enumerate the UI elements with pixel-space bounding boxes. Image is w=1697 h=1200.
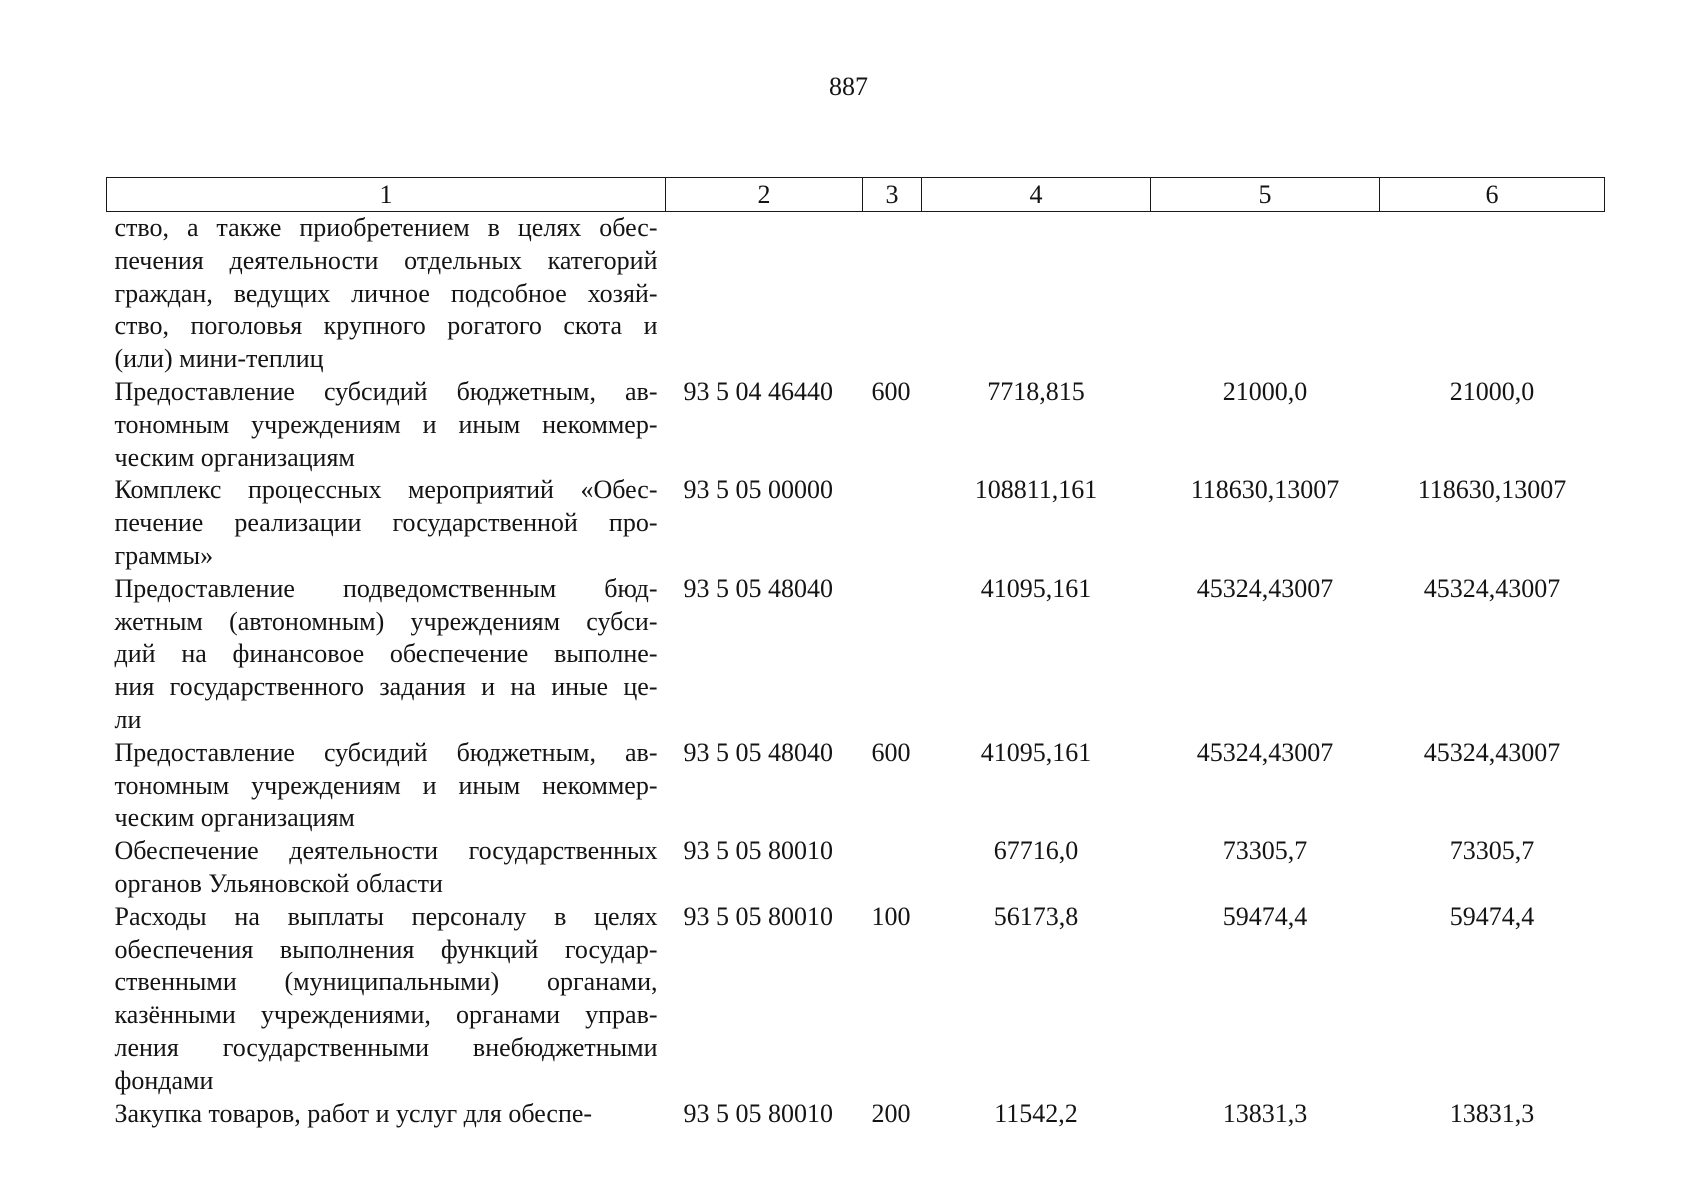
header-row [107, 178, 1605, 212]
row-expense-kind [863, 573, 922, 737]
row-amount-col6 [1380, 212, 1605, 376]
row-amount-col5: 73305,7 [1222, 836, 1308, 866]
row-description [107, 835, 666, 901]
row-amount-col5: 118630,13007 [1190, 475, 1340, 505]
table-row [107, 1098, 1605, 1131]
table-row [107, 901, 1605, 1098]
description-line: (или) мини-теплиц [114, 344, 324, 374]
description-line: дий на финансовое обеспечение выполне- [114, 639, 658, 669]
row-amount-col5: 59474,4 [1222, 901, 1308, 931]
description-line: Предоставление субсидий бюджетным, ав- [114, 737, 658, 767]
row-description [107, 1098, 666, 1131]
description-line: ственными (муниципальными) органами, [114, 967, 658, 997]
description-line: печение реализации государственной про- [114, 508, 658, 538]
row-expense-kind [863, 474, 922, 572]
row-description [107, 901, 666, 1098]
description-line: фондами [114, 1065, 214, 1095]
description-line: Расходы на выплаты персоналу в целях [114, 901, 658, 931]
table-row [107, 212, 1605, 376]
description-line: граждан, ведущих личное подсобное хозяй- [114, 278, 658, 308]
row-amount-col6: 13831,3 [1449, 1098, 1535, 1128]
row-description [107, 737, 666, 835]
row-description [107, 474, 666, 572]
description-line: печения деятельности отдельных категорий [114, 245, 658, 275]
row-code: 93 5 04 46440 [683, 376, 833, 406]
description-line: Закупка товаров, работ и услуг для обеспе- [114, 1098, 593, 1128]
table-row [107, 737, 1605, 835]
description-line: ния государственного задания и на иные це- [114, 672, 658, 702]
row-code: 93 5 05 80010 [683, 901, 833, 931]
row-amount-col6: 73305,7 [1449, 836, 1535, 866]
description-line: Предоставление субсидий бюджетным, ав- [114, 376, 658, 406]
description-line: ческим организациям [114, 442, 355, 472]
row-amount-col4 [922, 212, 1151, 376]
header-col-5: 5 [1151, 178, 1380, 212]
table-row [107, 474, 1605, 572]
row-code: 93 5 05 80010 [683, 836, 833, 866]
description-line: обеспечения выполнения функций государ- [114, 934, 658, 964]
page-number: 887 [829, 72, 868, 101]
row-code: 93 5 05 48040 [683, 737, 833, 767]
description-line: Обеспечение деятельности государственных [114, 836, 658, 866]
description-line: ство, поголовья крупного рогатого скота и [114, 311, 658, 341]
row-expense-kind: 100 [871, 901, 911, 931]
description-line: ство, а также приобретением в целях обес- [114, 213, 658, 242]
row-amount-col4: 41095,161 [980, 573, 1092, 603]
row-amount-col4: 7718,815 [987, 376, 1085, 406]
row-amount-col5: 45324,43007 [1196, 737, 1334, 767]
table-row [107, 376, 1605, 474]
description-line: ли [114, 704, 142, 734]
description-line: тономным учреждениям и иным некоммер- [114, 770, 658, 800]
row-code: 93 5 05 80010 [683, 1098, 833, 1128]
row-description [107, 376, 666, 474]
row-amount-col4: 56173,8 [993, 901, 1079, 931]
description-line: ческим организациям [114, 803, 355, 833]
row-amount-col6: 21000,0 [1449, 376, 1535, 406]
budget-table [106, 177, 1605, 1130]
description-line: Предоставление подведомственным бюд- [114, 573, 658, 603]
row-amount-col5: 45324,43007 [1196, 573, 1334, 603]
row-amount-col5: 13831,3 [1222, 1098, 1308, 1128]
row-expense-kind: 600 [871, 737, 911, 767]
row-code [666, 212, 863, 376]
header-col-3: 3 [863, 178, 922, 212]
row-expense-kind [863, 212, 922, 376]
row-code: 93 5 05 48040 [683, 573, 833, 603]
row-description [107, 573, 666, 737]
header-col-6: 6 [1380, 178, 1605, 212]
table-row [107, 573, 1605, 737]
description-line: граммы» [114, 540, 214, 570]
row-expense-kind: 200 [871, 1098, 911, 1128]
description-line: ления государственными внебюджетными [114, 1032, 658, 1062]
description-line: тономным учреждениям и иным некоммер- [114, 409, 658, 439]
row-code: 93 5 05 00000 [683, 475, 833, 505]
row-description [107, 212, 666, 376]
table-body [107, 212, 1605, 1131]
row-amount-col6: 118630,13007 [1417, 475, 1567, 505]
table-row [107, 835, 1605, 901]
row-amount-col4: 108811,161 [974, 475, 1098, 505]
row-amount-col5: 21000,0 [1222, 376, 1308, 406]
row-amount-col4: 41095,161 [980, 737, 1092, 767]
header-col-4: 4 [922, 178, 1151, 212]
description-line: жетным (автономным) учреждениям субси- [114, 606, 658, 636]
description-line: органов Ульяновской области [114, 868, 443, 898]
row-amount-col6: 59474,4 [1449, 901, 1535, 931]
table-header [107, 178, 1605, 212]
row-amount-col4: 11542,2 [994, 1098, 1078, 1128]
row-expense-kind [863, 835, 922, 901]
row-amount-col6: 45324,43007 [1423, 737, 1561, 767]
row-amount-col5 [1151, 212, 1380, 376]
row-amount-col4: 67716,0 [993, 836, 1079, 866]
header-col-1: 1 [107, 178, 666, 212]
row-amount-col6: 45324,43007 [1423, 573, 1561, 603]
description-line: казёнными учреждениями, органами управ- [114, 1000, 658, 1030]
description-line: Комплекс процессных мероприятий «Обес- [114, 475, 658, 505]
header-col-2: 2 [666, 178, 863, 212]
row-expense-kind: 600 [871, 376, 911, 406]
